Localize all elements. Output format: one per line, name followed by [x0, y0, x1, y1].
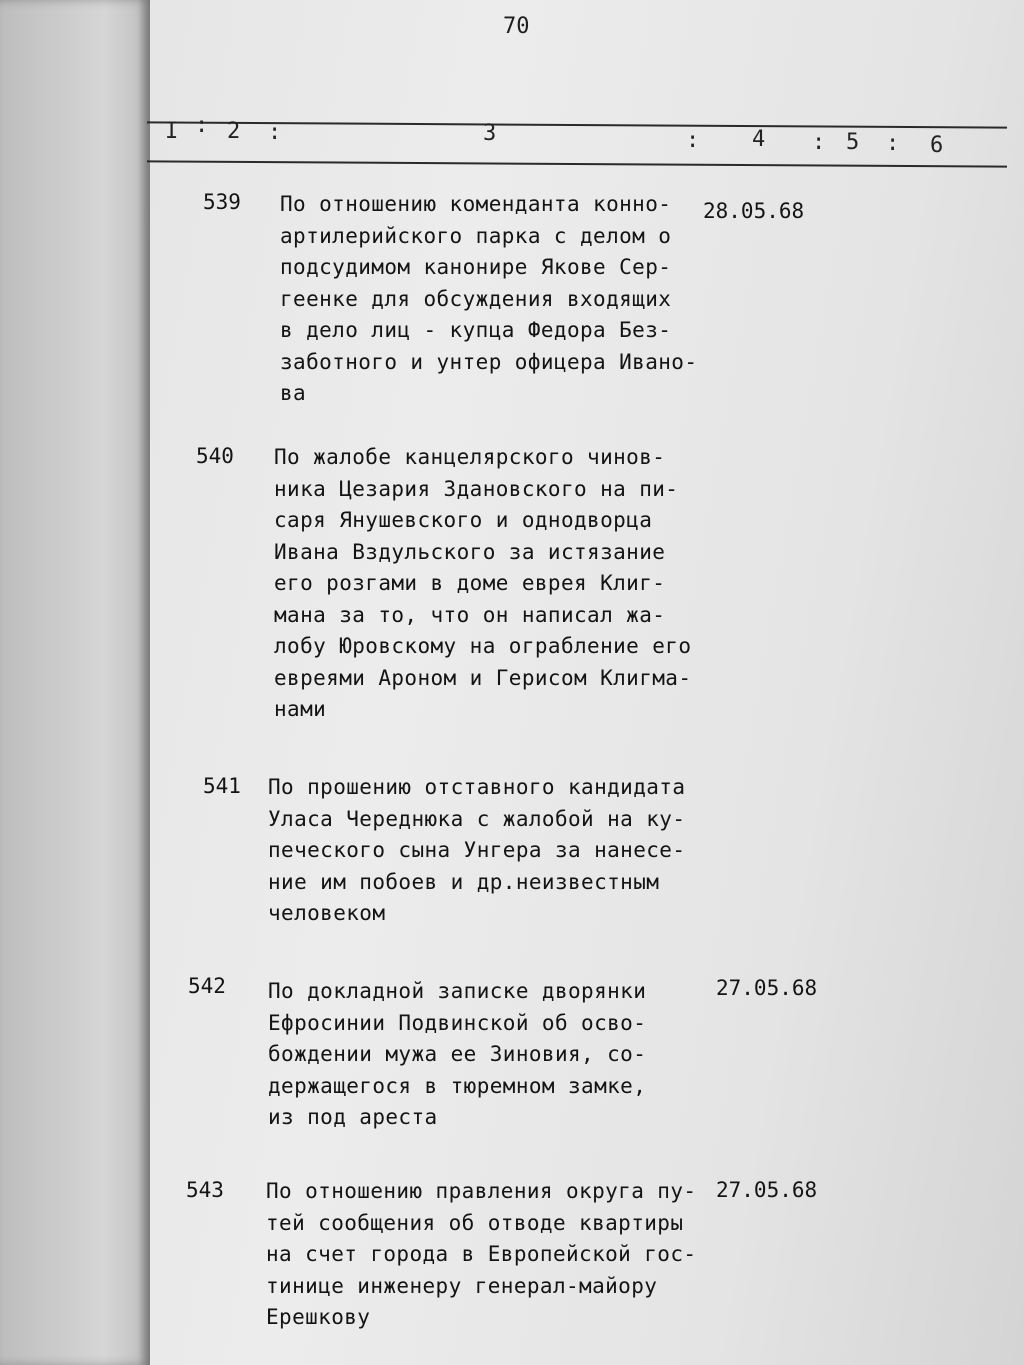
- description-line: тинице инженеру генерал-майору: [266, 1273, 658, 1298]
- description-line: Ивана Вздульского за истязание: [274, 539, 666, 564]
- description-line: Ефросинии Подвинской об осво-: [268, 1010, 647, 1035]
- description-line: печеского сына Унгера за нанесе-: [268, 838, 686, 862]
- description-line: бождении мужа ее Зиновия, со-: [268, 1042, 647, 1066]
- description-line: человеком: [268, 901, 386, 925]
- description-line: его розгами в доме еврея Клиг-: [274, 571, 666, 595]
- record-number: 543: [186, 1178, 224, 1202]
- column-separator: :: [268, 120, 282, 145]
- description-line: держащегося в тюремном замке,: [268, 1073, 647, 1098]
- column-separator: :: [686, 128, 700, 153]
- description-line: По жалобе канцелярского чинов-: [274, 445, 666, 469]
- description-line: лобу Юровскому на ограбление его: [274, 634, 692, 658]
- record-date: 28.05.68: [703, 199, 805, 223]
- column-number-3: 3: [483, 121, 497, 146]
- description-line: нами: [274, 697, 327, 721]
- column-separator: :: [886, 131, 900, 156]
- description-line: Уласа Череднюка с жалобой на ку-: [268, 806, 686, 831]
- description-line: подсудимом канонире Якове Сер-: [280, 255, 672, 279]
- description-line: ва: [280, 381, 307, 405]
- description-line: Ерешкову: [266, 1305, 371, 1329]
- column-number-4: 4: [752, 127, 766, 152]
- description-line: из под ареста: [268, 1105, 438, 1129]
- description-line: ника Цезария Здановского на пи-: [274, 476, 679, 501]
- description-line: По отношению правления округа пу-: [266, 1179, 697, 1203]
- description-line: саря Янушевского и однодворца: [274, 508, 653, 532]
- record-description: [280, 189, 720, 410]
- column-number-6: 6: [930, 133, 944, 158]
- record-number: 540: [196, 444, 234, 468]
- column-number-2: 2: [227, 119, 241, 144]
- header-bottom-rule: [147, 160, 1007, 167]
- description-line: ние им побоев и др.неизвестным: [268, 869, 660, 894]
- description-line: тей сообщения об отводе квартиры: [266, 1210, 684, 1235]
- record-date: 27.05.68: [716, 1178, 818, 1202]
- record-description: [268, 976, 708, 1134]
- description-line: артилерийского парка с делом о: [280, 223, 672, 248]
- description-line: По прошению отставного кандидата: [268, 775, 686, 799]
- record-description: [274, 442, 714, 726]
- page-number: 70: [503, 14, 530, 39]
- column-separator: :: [195, 113, 209, 138]
- left-page-edge: [0, 0, 150, 1365]
- column-separator: :: [812, 130, 826, 155]
- record-description: [266, 1176, 706, 1334]
- description-line: мана за то, что он написал жа-: [274, 602, 666, 627]
- description-line: По докладной записке дворянки: [268, 979, 647, 1003]
- record-number: 539: [203, 190, 241, 214]
- description-line: заботного и унтер офицера Ивано-: [280, 349, 698, 374]
- description-line: на счет города в Европейской гос-: [266, 1242, 697, 1266]
- column-number-5: 5: [846, 130, 860, 155]
- description-line: евреями Ароном и Герисом Клигма-: [274, 665, 692, 690]
- record-date: 27.05.68: [716, 976, 818, 1000]
- description-line: геенке для обсуждения входящих: [280, 286, 672, 311]
- description-line: в дело лиц - купца Федора Без-: [280, 318, 672, 342]
- description-line: По отношению коменданта конно-: [280, 192, 672, 216]
- record-number: 542: [188, 974, 226, 998]
- record-number: 541: [203, 774, 241, 798]
- column-number-1: I: [165, 119, 179, 144]
- record-description: [268, 772, 708, 930]
